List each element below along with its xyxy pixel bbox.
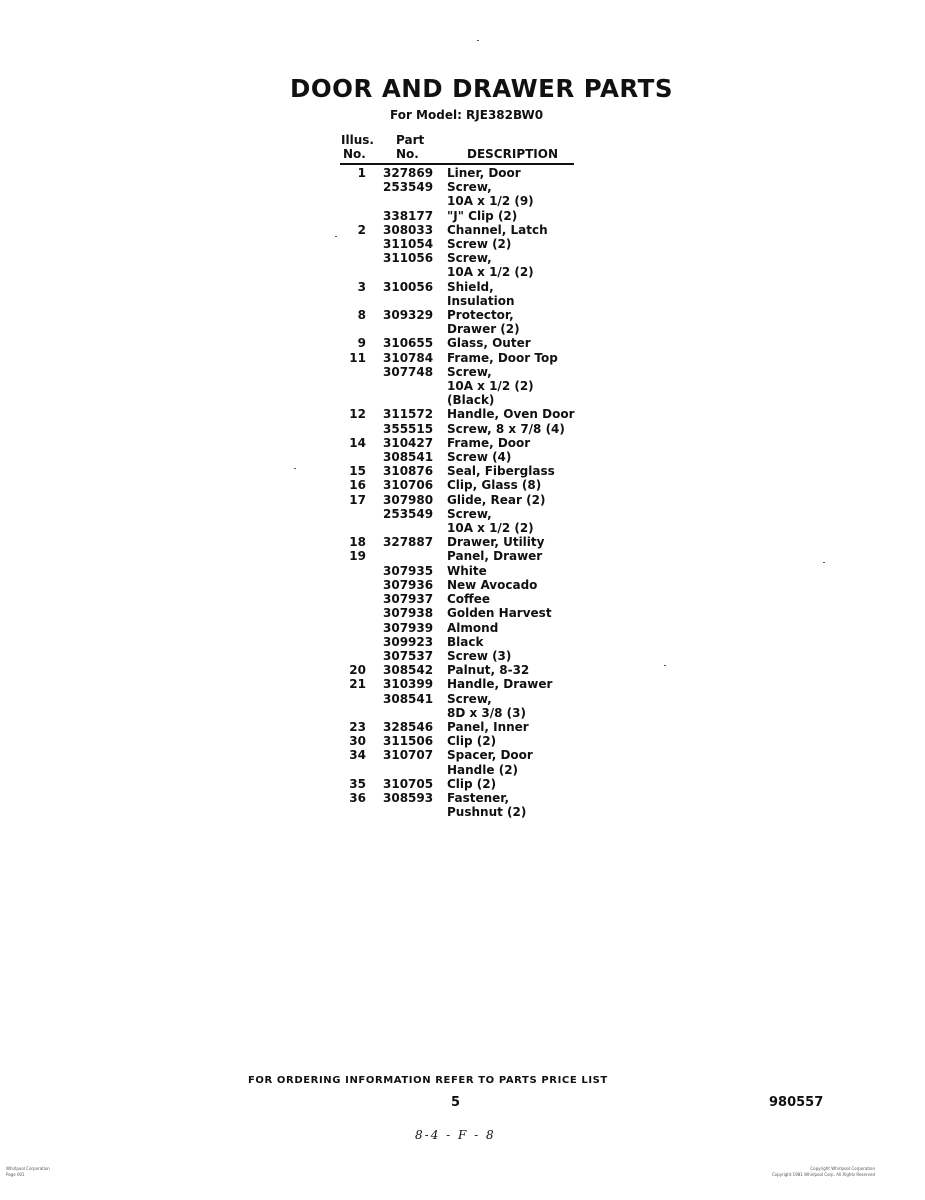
table-row — [338, 450, 598, 464]
illus-number: 34 — [349, 748, 366, 763]
part-description: Palnut, 8-32 — [447, 663, 530, 678]
part-number — [383, 393, 429, 407]
fine-print-right-line: Copyright 1981 Whirlpool Corp. All Rights Reserved — [771, 1172, 875, 1177]
part-description: Shield, — [447, 279, 494, 294]
illus-number — [338, 621, 366, 635]
part-number — [383, 763, 429, 777]
table-row — [338, 478, 598, 492]
illus-number: 12 — [349, 407, 366, 422]
part-description: 10A x 1/2 (9) — [447, 194, 534, 209]
part-number: 310705 — [383, 776, 434, 791]
illus-number — [338, 564, 366, 578]
column-header-part-line1: Part — [396, 133, 425, 147]
part-description: Screw (3) — [447, 648, 512, 663]
table-row — [338, 521, 598, 535]
illus-number — [338, 393, 366, 407]
part-number: 307537 — [383, 648, 434, 663]
illus-number — [338, 322, 366, 336]
page-number: 5 — [451, 1095, 461, 1110]
illus-number: 3 — [357, 279, 366, 294]
illus-number: 20 — [349, 663, 366, 678]
part-number: 310876 — [383, 464, 434, 479]
part-description: 10A x 1/2 (2) — [447, 265, 534, 280]
part-number: 307980 — [383, 492, 434, 507]
table-row — [338, 606, 598, 620]
illus-number — [338, 763, 366, 777]
table-row — [338, 336, 598, 350]
part-description: Panel, Inner — [447, 719, 529, 734]
handwritten-note: 8-4 - F - 8 — [415, 1128, 496, 1142]
part-description: Handle (2) — [447, 762, 519, 777]
part-number: 307937 — [383, 592, 434, 607]
illus-number — [338, 706, 366, 720]
scan-speck — [335, 236, 337, 237]
illus-number: 17 — [349, 492, 366, 507]
part-description: Insulation — [447, 293, 515, 308]
part-number — [383, 294, 429, 308]
illus-number — [338, 649, 366, 663]
part-description: Screw, — [447, 506, 492, 521]
fine-print-right — [730, 1166, 875, 1178]
part-description: "J" Clip (2) — [447, 208, 518, 223]
table-row — [338, 578, 598, 592]
column-header-illus-line1: Illus. — [341, 133, 374, 147]
table-row — [338, 209, 598, 223]
illus-number — [338, 265, 366, 279]
part-description: Drawer, Utility — [447, 535, 545, 550]
illus-number — [338, 578, 366, 592]
table-row — [338, 194, 598, 208]
part-number: 327887 — [383, 535, 434, 550]
illus-number: 2 — [357, 222, 366, 237]
table-row — [338, 663, 598, 677]
fine-print-left-line: Page 001 — [6, 1172, 25, 1177]
fine-print-left-line: Whirlpool Corporation — [6, 1166, 50, 1171]
part-number: 327869 — [383, 166, 434, 180]
part-number — [383, 805, 429, 819]
part-number — [383, 322, 429, 336]
scan-speck — [294, 468, 296, 469]
illus-number — [338, 606, 366, 620]
illus-number — [338, 507, 366, 521]
table-row — [338, 393, 598, 407]
table-row — [338, 308, 598, 322]
part-number — [383, 194, 429, 208]
part-number: 307939 — [383, 620, 434, 635]
illus-number: 19 — [349, 549, 366, 564]
illus-number: 36 — [349, 790, 366, 805]
table-row — [338, 365, 598, 379]
part-number: 311054 — [383, 237, 434, 252]
illus-number — [338, 180, 366, 194]
illus-number — [338, 521, 366, 535]
part-description: Screw, — [447, 691, 492, 706]
illus-number — [338, 592, 366, 606]
part-description: Screw (2) — [447, 237, 512, 252]
table-row — [338, 280, 598, 294]
illus-number: 18 — [349, 535, 366, 550]
part-number: 307938 — [383, 606, 434, 621]
part-description: Frame, Door — [447, 435, 531, 450]
part-number — [383, 379, 429, 393]
part-description: Almond — [447, 620, 499, 635]
page-title: DOOR AND DRAWER PARTS — [290, 74, 674, 103]
illus-number: 9 — [357, 336, 366, 351]
table-row — [338, 621, 598, 635]
column-header-description: DESCRIPTION — [467, 147, 559, 161]
fine-print-left — [6, 1166, 50, 1178]
part-number: 308541 — [383, 691, 434, 706]
illus-number: 30 — [349, 734, 366, 749]
table-row — [338, 265, 598, 279]
illus-number — [338, 635, 366, 649]
part-number: 328546 — [383, 719, 434, 734]
scan-speck — [477, 40, 479, 41]
part-description: Drawer (2) — [447, 322, 520, 337]
fine-print-right-line: Copyright Whirlpool Corporation — [810, 1166, 875, 1171]
table-row — [338, 322, 598, 336]
table-row — [338, 407, 598, 421]
illus-number: 16 — [349, 478, 366, 493]
part-description: Handle, Oven Door — [447, 407, 575, 422]
illus-number: 15 — [349, 464, 366, 479]
table-row — [338, 706, 598, 720]
part-number: 307748 — [383, 364, 434, 379]
part-number: 309923 — [383, 634, 434, 649]
table-row — [338, 763, 598, 777]
table-row — [338, 692, 598, 706]
table-row — [338, 507, 598, 521]
part-number: 310056 — [383, 279, 434, 294]
part-description: Spacer, Door — [447, 748, 533, 763]
table-row — [338, 251, 598, 265]
part-description: Liner, Door — [447, 166, 521, 180]
table-row — [338, 436, 598, 450]
part-number: 308593 — [383, 790, 434, 805]
illus-number: 14 — [349, 435, 366, 450]
illus-number — [338, 692, 366, 706]
illus-number: 8 — [357, 308, 366, 323]
part-number: 311056 — [383, 251, 434, 266]
part-description: Screw, — [447, 251, 492, 266]
part-description: Channel, Latch — [447, 222, 548, 237]
illus-number — [338, 209, 366, 223]
part-number: 253549 — [383, 180, 434, 195]
part-description: Fastener, — [447, 790, 510, 805]
table-row — [338, 535, 598, 549]
part-description: Black — [447, 634, 484, 649]
part-description: Glass, Outer — [447, 336, 531, 351]
part-description: Screw, — [447, 180, 492, 195]
illus-number — [338, 805, 366, 819]
part-description: Clip (2) — [447, 734, 497, 749]
document-number: 980557 — [769, 1095, 824, 1110]
part-number: 355515 — [383, 421, 434, 436]
illus-number — [338, 237, 366, 251]
part-description: Screw, 8 x 7/8 (4) — [447, 421, 565, 436]
part-number: 310707 — [383, 748, 434, 763]
table-row — [338, 805, 598, 819]
part-number: 308542 — [383, 663, 434, 678]
part-description: Frame, Door Top — [447, 350, 558, 365]
table-row — [338, 294, 598, 308]
part-description: Handle, Drawer — [447, 677, 553, 692]
table-row — [338, 720, 598, 734]
part-description: 10A x 1/2 (2) — [447, 521, 534, 536]
illus-number — [338, 365, 366, 379]
part-number: 253549 — [383, 506, 434, 521]
part-number: 310399 — [383, 677, 434, 692]
part-number — [383, 549, 429, 563]
scan-speck — [664, 665, 666, 666]
part-description: Pushnut (2) — [447, 805, 527, 820]
part-description: (Black) — [447, 393, 495, 408]
model-subtitle: For Model: RJE382BW0 — [390, 108, 544, 122]
illus-number — [338, 194, 366, 208]
part-number — [383, 265, 429, 279]
part-number: 310706 — [383, 478, 434, 493]
part-number: 311506 — [383, 734, 434, 749]
table-row — [338, 777, 598, 791]
part-number — [383, 521, 429, 535]
part-description: 8D x 3/8 (3) — [447, 705, 526, 720]
part-description: Golden Harvest — [447, 606, 552, 621]
illus-number: 23 — [349, 719, 366, 734]
illus-number — [338, 294, 366, 308]
part-description: Protector, — [447, 308, 514, 323]
part-number: 310784 — [383, 350, 434, 365]
part-number: 310427 — [383, 435, 434, 450]
table-row — [338, 180, 598, 194]
ordering-note: FOR ORDERING INFORMATION REFER TO PARTS PRICE LIST — [248, 1075, 608, 1086]
part-description: Screw, — [447, 364, 492, 379]
scan-speck — [823, 562, 825, 563]
illus-number — [338, 379, 366, 393]
part-number: 308033 — [383, 222, 434, 237]
table-row — [338, 748, 598, 762]
column-header-part — [392, 133, 424, 161]
part-description: Seal, Fiberglass — [447, 464, 555, 479]
table-row — [338, 635, 598, 649]
part-description: 10A x 1/2 (2) — [447, 379, 534, 394]
table-row — [338, 592, 598, 606]
part-number: 311572 — [383, 407, 434, 422]
illus-number — [338, 450, 366, 464]
illus-number — [338, 251, 366, 265]
table-row — [338, 422, 598, 436]
part-description: Screw (4) — [447, 450, 512, 465]
table-row — [338, 649, 598, 663]
illus-number: 21 — [349, 677, 366, 692]
illus-number: 11 — [349, 350, 366, 365]
table-row — [338, 351, 598, 365]
illus-number: 35 — [349, 776, 366, 791]
table-row — [338, 493, 598, 507]
table-row — [338, 564, 598, 578]
part-description: Clip, Glass (8) — [447, 478, 542, 493]
part-number: 309329 — [383, 308, 434, 323]
part-description: White — [447, 563, 487, 578]
table-row — [338, 379, 598, 393]
part-number: 338177 — [383, 208, 434, 223]
table-row — [338, 237, 598, 251]
column-header-part-line2: No. — [396, 147, 419, 161]
table-row — [338, 791, 598, 805]
table-row — [338, 464, 598, 478]
part-description: New Avocado — [447, 577, 538, 592]
table-row — [338, 734, 598, 748]
parts-table — [338, 166, 598, 819]
part-description: Coffee — [447, 592, 491, 607]
part-description: Clip (2) — [447, 776, 497, 791]
table-row — [338, 166, 598, 180]
illus-number — [338, 422, 366, 436]
part-number — [383, 706, 429, 720]
part-description: Panel, Drawer — [447, 549, 543, 564]
part-number: 307935 — [383, 563, 434, 578]
column-header-illus — [341, 133, 374, 161]
column-header-illus-line2: No. — [343, 147, 366, 161]
table-row — [338, 223, 598, 237]
part-number: 310655 — [383, 336, 434, 351]
illus-number: 1 — [357, 166, 366, 180]
table-row — [338, 549, 598, 563]
header-divider — [340, 163, 574, 165]
part-description: Glide, Rear (2) — [447, 492, 546, 507]
part-number: 307936 — [383, 577, 434, 592]
part-number: 308541 — [383, 450, 434, 465]
table-row — [338, 677, 598, 691]
